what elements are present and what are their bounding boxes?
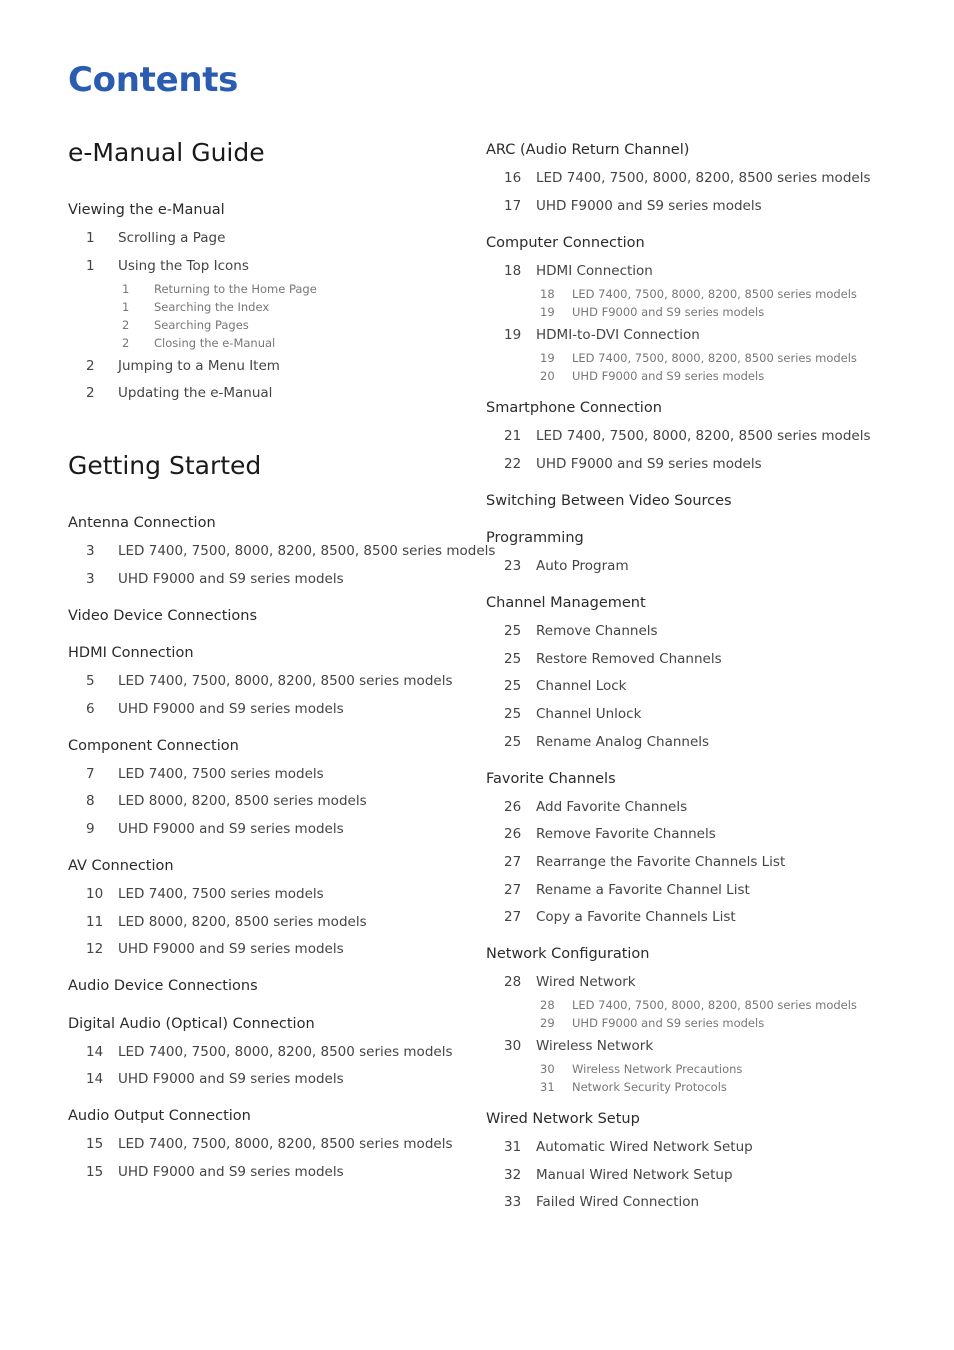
- toc-entry-label: UHD F9000 and S9 series models: [572, 369, 765, 383]
- toc-page-number: 17: [504, 198, 522, 214]
- toc-entry-label: Failed Wired Connection: [536, 1194, 700, 1210]
- toc-page-number: 1: [86, 258, 95, 274]
- toc-page-number: 5: [86, 673, 95, 689]
- toc-section-heading[interactable]: Computer Connection: [486, 235, 645, 251]
- toc-entry-label: LED 7400, 7500, 8000, 8200, 8500 series models: [572, 287, 857, 301]
- toc-entry-label: LED 7400, 7500, 8000, 8200, 8500 series models: [118, 1044, 453, 1060]
- toc-page-number: 27: [504, 909, 522, 925]
- toc-page-number: 19: [540, 305, 555, 319]
- toc-entry-label: UHD F9000 and S9 series models: [118, 571, 344, 587]
- toc-entry-label: LED 7400, 7500, 8000, 8200, 8500 series models: [118, 673, 453, 689]
- toc-entry-label: UHD F9000 and S9 series models: [118, 1164, 344, 1180]
- toc-page-number: 18: [504, 263, 522, 279]
- toc-entry-label: HDMI Connection: [536, 263, 653, 279]
- toc-page-number: 3: [86, 543, 95, 559]
- toc-page-number: 19: [504, 327, 522, 343]
- toc-entry-label: Jumping to a Menu Item: [118, 358, 280, 374]
- toc-page-number: 22: [504, 456, 522, 472]
- toc-entry-label: LED 7400, 7500, 8000, 8200, 8500 series models: [536, 428, 871, 444]
- toc-entry-label: Wired Network: [536, 974, 636, 990]
- toc-entry-label: Manual Wired Network Setup: [536, 1167, 733, 1183]
- toc-entry-label: UHD F9000 and S9 series models: [536, 198, 762, 214]
- toc-entry-label: Remove Favorite Channels: [536, 826, 716, 842]
- toc-entry-label: Closing the e-Manual: [154, 336, 276, 350]
- toc-entry-label: Rename a Favorite Channel List: [536, 882, 750, 898]
- toc-entry-label: LED 7400, 7500 series models: [118, 886, 324, 902]
- toc-entry-label: Remove Channels: [536, 623, 658, 639]
- toc-section-heading[interactable]: Digital Audio (Optical) Connection: [68, 1016, 315, 1032]
- toc-entry-label: LED 7400, 7500, 8000, 8200, 8500, 8500 series models: [118, 543, 496, 559]
- toc-section-heading[interactable]: Wired Network Setup: [486, 1111, 640, 1127]
- toc-entry-label: UHD F9000 and S9 series models: [118, 821, 344, 837]
- toc-page-number: 21: [504, 428, 522, 444]
- toc-entry-label: Updating the e-Manual: [118, 385, 273, 401]
- toc-page-number: 29: [540, 1016, 555, 1030]
- toc-page-number: 2: [122, 318, 130, 332]
- toc-section-heading[interactable]: Audio Device Connections: [68, 978, 258, 994]
- toc-page-number: 19: [540, 351, 555, 365]
- toc-section-heading[interactable]: Switching Between Video Sources: [486, 493, 732, 509]
- toc-entry-label: Auto Program: [536, 558, 629, 574]
- toc-page-number: 26: [504, 799, 522, 815]
- toc-entry-label: Wireless Network: [536, 1038, 654, 1054]
- toc-entry-label: Returning to the Home Page: [154, 282, 317, 296]
- toc-page-number: 15: [86, 1136, 104, 1152]
- toc-page-number: 28: [504, 974, 522, 990]
- toc-entry-label: Automatic Wired Network Setup: [536, 1139, 753, 1155]
- toc-entry-label: UHD F9000 and S9 series models: [572, 1016, 765, 1030]
- toc-page-number: 25: [504, 651, 522, 667]
- toc-page-number: 25: [504, 623, 522, 639]
- toc-page-number: 16: [504, 170, 522, 186]
- toc-entry-label: Restore Removed Channels: [536, 651, 722, 667]
- toc-entry-label: Add Favorite Channels: [536, 799, 688, 815]
- page-title: Contents: [68, 60, 239, 100]
- toc-entry-label: Using the Top Icons: [118, 258, 249, 274]
- toc-entry-label: UHD F9000 and S9 series models: [118, 941, 344, 957]
- toc-page-number: 9: [86, 821, 95, 837]
- toc-page-number: 31: [504, 1139, 522, 1155]
- toc-page-number: 1: [122, 282, 130, 296]
- toc-page-number: 27: [504, 882, 522, 898]
- toc-entry-label: HDMI-to-DVI Connection: [536, 327, 700, 343]
- toc-page-number: 2: [122, 336, 130, 350]
- toc-page-number: 28: [540, 998, 555, 1012]
- toc-section-heading[interactable]: Antenna Connection: [68, 515, 216, 531]
- toc-entry-label: Searching Pages: [154, 318, 249, 332]
- toc-page-number: 1: [122, 300, 130, 314]
- toc-section-heading[interactable]: Component Connection: [68, 738, 239, 754]
- toc-page-number: 6: [86, 701, 95, 717]
- toc-part-heading: e-Manual Guide: [68, 138, 265, 167]
- toc-page-number: 25: [504, 678, 522, 694]
- toc-entry-label: Rename Analog Channels: [536, 734, 710, 750]
- toc-page-number: 11: [86, 914, 104, 930]
- toc-entry-label: Channel Unlock: [536, 706, 642, 722]
- toc-page-number: 25: [504, 734, 522, 750]
- toc-section-heading[interactable]: Smartphone Connection: [486, 400, 662, 416]
- toc-section-heading[interactable]: Programming: [486, 530, 584, 546]
- toc-section-heading[interactable]: Audio Output Connection: [68, 1108, 251, 1124]
- toc-page-number: 14: [86, 1044, 104, 1060]
- toc-page-number: 27: [504, 854, 522, 870]
- toc-section-heading[interactable]: Video Device Connections: [68, 608, 258, 624]
- toc-page-number: 26: [504, 826, 522, 842]
- toc-section-heading[interactable]: AV Connection: [68, 858, 174, 874]
- toc-entry-label: LED 8000, 8200, 8500 series models: [118, 793, 367, 809]
- toc-page-number: 15: [86, 1164, 104, 1180]
- toc-page-number: 23: [504, 558, 522, 574]
- toc-page-number: 8: [86, 793, 95, 809]
- toc-page-number: 2: [86, 358, 95, 374]
- toc-entry-label: Wireless Network Precautions: [572, 1062, 743, 1076]
- toc-page-number: 7: [86, 766, 95, 782]
- toc-entry-label: LED 7400, 7500, 8000, 8200, 8500 series models: [536, 170, 871, 186]
- toc-entry-label: LED 7400, 7500, 8000, 8200, 8500 series models: [572, 998, 857, 1012]
- toc-page-number: 10: [86, 886, 104, 902]
- toc-entry-label: LED 7400, 7500 series models: [118, 766, 324, 782]
- toc-part-heading: Getting Started: [68, 451, 262, 480]
- toc-entry-label: Searching the Index: [154, 300, 270, 314]
- toc-section-heading[interactable]: ARC (Audio Return Channel): [486, 142, 690, 158]
- toc-entry-label: UHD F9000 and S9 series models: [572, 305, 765, 319]
- toc-section-heading[interactable]: Network Configuration: [486, 946, 650, 962]
- toc-page-number: 31: [540, 1080, 555, 1094]
- toc-page-number: 20: [540, 369, 555, 383]
- toc-page-number: 18: [540, 287, 555, 301]
- toc-entry-label: LED 8000, 8200, 8500 series models: [118, 914, 367, 930]
- toc-page-number: 12: [86, 941, 104, 957]
- toc-entry-label: Rearrange the Favorite Channels List: [536, 854, 786, 870]
- toc-entry-label: UHD F9000 and S9 series models: [118, 701, 344, 717]
- toc-entry-label: Copy a Favorite Channels List: [536, 909, 736, 925]
- toc-entry-label: Network Security Protocols: [572, 1080, 727, 1094]
- toc-entry-label: UHD F9000 and S9 series models: [118, 1071, 344, 1087]
- toc-page-number: 30: [504, 1038, 522, 1054]
- toc-entry-label: UHD F9000 and S9 series models: [536, 456, 762, 472]
- toc-entry-label: Channel Lock: [536, 678, 627, 694]
- toc-page-number: 32: [504, 1167, 522, 1183]
- toc-section-heading[interactable]: HDMI Connection: [68, 645, 194, 661]
- toc-page-number: 25: [504, 706, 522, 722]
- toc-page-number: 3: [86, 571, 95, 587]
- toc-entry-label: Scrolling a Page: [118, 230, 226, 246]
- toc-entry-label: LED 7400, 7500, 8000, 8200, 8500 series models: [118, 1136, 453, 1152]
- toc-page-number: 2: [86, 385, 95, 401]
- toc-section-heading[interactable]: Favorite Channels: [486, 771, 616, 787]
- toc-section-heading[interactable]: Channel Management: [486, 595, 646, 611]
- toc-page-number: 30: [540, 1062, 555, 1076]
- toc-page-number: 14: [86, 1071, 104, 1087]
- toc-page-number: 33: [504, 1194, 522, 1210]
- toc-page-number: 1: [86, 230, 95, 246]
- toc-entry-label: LED 7400, 7500, 8000, 8200, 8500 series models: [572, 351, 857, 365]
- toc-section-heading[interactable]: Viewing the e-Manual: [68, 202, 225, 218]
